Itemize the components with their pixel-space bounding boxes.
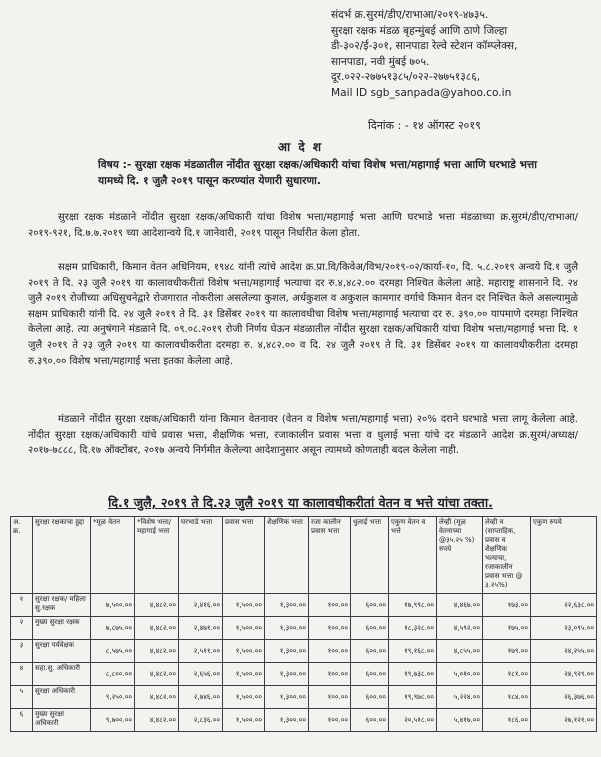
cell-value: १८६.०० <box>483 709 531 732</box>
order-title: आ दे श <box>277 140 324 154</box>
letterhead <box>331 8 599 101</box>
cell-value: ९,७००.०० <box>91 709 135 732</box>
cell-value: १७,९९८.०० <box>389 594 437 617</box>
cell-value: १७३.०० <box>483 594 531 617</box>
table-row <box>11 640 597 663</box>
cell-value: २०,५१८.०० <box>389 709 437 732</box>
col-serial: अ. क्र. <box>11 517 33 594</box>
cell-value: ४,८५५.०० <box>437 640 483 663</box>
cell-value: ४,४६७.०० <box>437 594 483 617</box>
col-special-allowance: *विशेष भत्ता/ महागाई भत्ता <box>135 517 179 594</box>
phone-numbers: दूर.०२२-२७७५१३८५/०२२-२७७५१३८६, <box>331 71 481 83</box>
cell-value: १,३००.०० <box>265 594 309 617</box>
table-row <box>11 709 597 732</box>
email-address: Mail ID sgb_sanpada@yahoo.co.in <box>331 86 512 99</box>
col-leave-travel: रजा कालीन प्रवास भत्ता <box>309 517 351 594</box>
cell-value: १९,९७८.०० <box>389 686 437 709</box>
col-total-pay: एकुण वेतन व भत्ते <box>389 517 437 594</box>
cell-value: १००.०० <box>309 617 351 640</box>
cell-value: ४,४८२.०० <box>135 709 179 732</box>
cell-value: ४,४८२.०० <box>135 617 179 640</box>
cell-value: ७,८७५.०० <box>91 617 135 640</box>
cell-value: ४,४८२.०० <box>135 663 179 686</box>
cell-serial: ३ <box>11 640 33 663</box>
col-travel: प्रवास भत्ता <box>223 517 265 594</box>
cell-serial: ४ <box>11 663 33 686</box>
cell-value: २,४७१.०० <box>179 617 223 640</box>
cell-value: १९,७३८.०० <box>389 663 437 686</box>
table-row <box>11 686 597 709</box>
cell-value: २६,३७६.०० <box>531 686 597 709</box>
cell-value: २,४१६.०० <box>179 594 223 617</box>
cell-value: ५,०१०.०० <box>437 663 483 686</box>
address-line-2: सानपाडा, नवी मुंबई ७०५. <box>331 55 430 68</box>
cell-value: १००.०० <box>309 594 351 617</box>
cell-value: ८,५७५.०० <box>91 640 135 663</box>
cell-serial: २ <box>11 617 33 640</box>
cell-value: १,५००.०० <box>223 617 265 640</box>
table-row <box>11 594 597 617</box>
cell-value: १८४.०० <box>483 686 531 709</box>
cell-value: २३,०९५.०० <box>531 617 597 640</box>
cell-value: ४,४८२.०० <box>135 686 179 709</box>
paragraph-1: सुरक्षा रक्षक मंडळाने नोंदीत सुरक्षा रक्षक/अधिकारी यांचा विशेष भत्ता/महागाई भत्ता आणि घरभाडे भत्ता मंडळाच्या क्र.सुरमं/डीए/राभाआ/२०१९-९२१, दि.७.७.२०१९ च्या आदेशान्वये दि.१ जानेवारी, २०१९ पासून निर्धारीत केला होता. <box>28 212 578 239</box>
cell-value: २,६५६.०० <box>179 663 223 686</box>
cell-value: ९,२५०.०० <box>91 686 135 709</box>
cell-value: १००.०० <box>309 686 351 709</box>
cell-serial: ६ <box>11 709 33 732</box>
cell-value: ४,५९२.०० <box>437 617 483 640</box>
cell-designation: सहा.सु. अधिकारी <box>33 663 91 686</box>
col-washing: धुलाई भत्ता <box>351 517 389 594</box>
cell-value: ४,४८२.०० <box>135 640 179 663</box>
cell-value: ६००.०० <box>351 594 389 617</box>
cell-designation: मुख्य सुरक्षा रक्षक <box>33 617 91 640</box>
cell-value: ६००.०० <box>351 617 389 640</box>
cell-value: १,५००.०० <box>223 640 265 663</box>
cell-designation: सुरक्षा रक्षक/ महिला सु.रक्षक <box>33 594 91 617</box>
col-hra: घरभाडे भत्ता <box>179 517 223 594</box>
cell-value: २४,२५५.०० <box>531 640 597 663</box>
table-title: दि.१ जुलै, २०१९ ते दि.२३ जुलै २०१९ या कालावधीकरीतां वेतन व भत्ते यांचा तक्ता. <box>108 495 493 510</box>
cell-value: १,३००.०० <box>265 686 309 709</box>
cell-value: ७,५००.०० <box>91 594 135 617</box>
cell-value: १,५००.०० <box>223 686 265 709</box>
order-date: दिनांक : - १४ ऑगस्ट २०१९ <box>368 119 481 132</box>
cell-value: १,५००.०० <box>223 594 265 617</box>
subject-line: विषय :- सुरक्षा रक्षक मंडळातील नोंदीत सुरक्षा रक्षक/अधिकारी यांचा विशेष भत्ता/महागाई भत्ता आणि घरभाडे भत्ता यामध्ये दि. १ जुलै २०१९ पासून करण्यांत येणारी सुधारणा. <box>98 159 537 187</box>
cell-value: १९,१६८.०० <box>389 640 437 663</box>
cell-designation: सुरक्षा पर्यवेक्षक <box>33 640 91 663</box>
cell-designation: सुरक्षा अधिकारी <box>33 686 91 709</box>
cell-value: २,८३६.०० <box>179 709 223 732</box>
cell-value: ६००.०० <box>351 663 389 686</box>
cell-value: १,३००.०० <box>265 640 309 663</box>
cell-value: ६००.०० <box>351 709 389 732</box>
cell-serial: ५ <box>11 686 33 709</box>
table-row <box>11 617 597 640</box>
cell-value: २४,९२९.०० <box>531 663 597 686</box>
paragraph-2: सक्षम प्राधिकारी, किमान वेतन अधिनियम, १९४८ यांनी त्यांचे आदेश क्र.प्रा.वि/किवेअ/विभ/२०१९-०२/कार्या-१०, दि. ५.८.२०१९ अन्वये दि.१ जुलै २०१९ ते दि. २३ जुलै २०१९ या कालावधीकरीतां विशेष भत्ता/महागाई भत्याचा दर रु.४,४८२.०० दरमहा निश्चित केलेला आहे. महाराष्ट्र शासनाने दि. २४ जुलै २०१९ रोजीच्या अधिसुचनेद्वारे रोजगारात नोकरीला असलेल्या कुशल, अर्धकुशल व अकुशल कामगार वर्गाचे किमान वेतन दर निश्चित केले असल्यामुळे सक्षम प्राधिकारी यांनी दि. २४ जुलै २०१९ ते दि. ३१ डिसेंबर २०१९ या कालावधीचा विशेष भत्ता/महागाई भत्याचा दर रु. ३९०.०० यापमाणे दरमहा निश्चित केलेला आहे. त्या अनुषंगाने मंडळाने दि. ०९.०८.२०१९ रोजी निर्णय घेऊन मंडळातील नोंदीत सुरक्षा रक्षक/अधिकारी यांचा विशेष भत्ता/महागाई भत्ता दि. १ जुलै २०१९ ते २३ जुलै २०१९ या कालावधीकरीता दरमहा रु. ४,४८२.०० व दि. २४ जुलै २०१९ ते दि. ३१ डिसेंबर २०१९ या कालावधीकरीता दरमहा रु.३९०.०० विशेष भत्ता/महागाई भत्ता इतका केलेला आहे. <box>28 262 578 367</box>
table-header-row <box>11 517 597 594</box>
cell-value: १००.०० <box>309 640 351 663</box>
cell-value: १,३००.०० <box>265 663 309 686</box>
col-education: शैक्षणिक भत्ता <box>265 517 309 594</box>
cell-value: २२,६३८.०० <box>531 594 597 617</box>
cell-value: २,७४६.०० <box>179 686 223 709</box>
table-row <box>11 663 597 686</box>
paragraph-3: मंडळाने नोंदीत सुरक्षा रक्षक/अधिकारी यांना किमान वेतनावर (वेतन व विशेष भत्ता/महागाई भत्ता) २०% दराने घरभाडे भत्ता लागू केलेला आहे. नोंदीत सुरक्षा रक्षक/अधिकारी यांचे प्रवास भत्ता, शैक्षणिक भत्ता, रजाकालीन प्रवास भत्ता व धुलाई भत्ता यांचे दर मंडळाने आदेश क्र.सुरमं/अध्यक्ष/२०१७-७८८८, दि.१७ ऑक्टोंबर, २०१७ अन्वये निर्गमीत केलेल्या आदेशानुसार असून त्यामध्ये कोणताही बदल केलेला नाही. <box>28 414 578 457</box>
cell-value: ६००.०० <box>351 640 389 663</box>
cell-value: २७,१२१.०० <box>531 709 597 732</box>
col-levy: लेव्ही (मूळ वेतनाच्या @३५.२५ %) रुपये <box>437 517 483 594</box>
cell-value: १७९.०० <box>483 640 531 663</box>
pay-allowance-table <box>10 516 597 732</box>
cell-value: ५,२२४.०० <box>437 686 483 709</box>
cell-value: १८,३२८.०० <box>389 617 437 640</box>
cell-value: ४,४८२.०० <box>135 594 179 617</box>
cell-value: १,३००.०० <box>265 709 309 732</box>
cell-value: १८१.०० <box>483 663 531 686</box>
cell-serial: १ <box>11 594 33 617</box>
cell-value: १००.०० <box>309 709 351 732</box>
col-levy-allowances: लेव्ही व (साप्ताहिक, प्रवास व शैक्षणिक भत्याचा, रजाकालीन प्रवास भत्ता @ ३.२५%) <box>483 517 531 594</box>
organization-name: सुरक्षा रक्षक मंडळ बृहन्मुंबई आणि ठाणे जिल्हा <box>331 24 508 37</box>
cell-value: १००.०० <box>309 663 351 686</box>
cell-value: २,५११.०० <box>179 640 223 663</box>
cell-value: १७५.०० <box>483 617 531 640</box>
col-grand-total: एकुण रुपये <box>531 517 597 594</box>
cell-designation: मुख्य सुरक्षा अधिकारी <box>33 709 91 732</box>
cell-value: १,५००.०० <box>223 709 265 732</box>
cell-value: ६००.०० <box>351 686 389 709</box>
col-designation: सुरक्षा रक्षकाचा हुद्दा <box>33 517 91 594</box>
col-basic-pay: *मूळ वेतन <box>91 517 135 594</box>
cell-value: ५,४१७.०० <box>437 709 483 732</box>
address-line-1: डी-३०२/ई-३०१, सानपाडा रेल्वे स्टेशन कॉम्प्लेक्स, <box>331 40 518 52</box>
cell-value: १,५००.०० <box>223 663 265 686</box>
cell-value: १,३००.०० <box>265 617 309 640</box>
reference-number: संदर्भ क्र.सुरमं/डीए/राभाआ/२०१९-४७३५. <box>331 9 489 21</box>
cell-value: ८,८००.०० <box>91 663 135 686</box>
